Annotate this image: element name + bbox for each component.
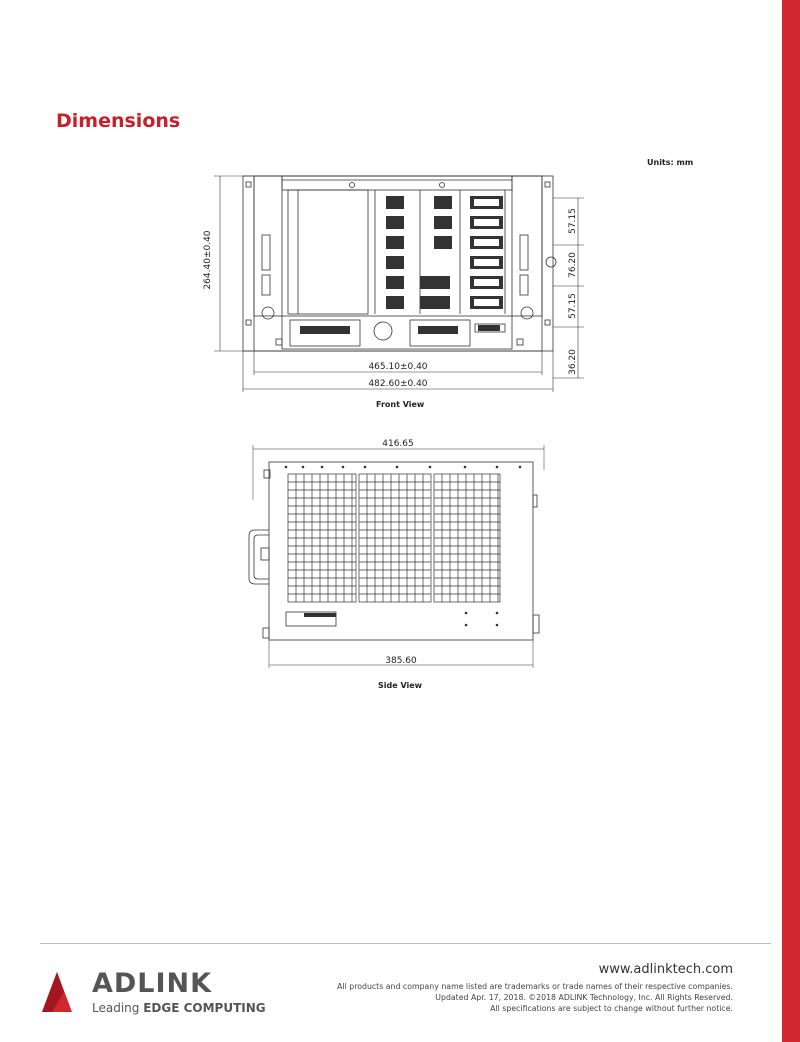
front-view-caption: Front View [376,400,425,409]
side-view-caption: Side View [378,681,423,690]
front-height-dim: 264.40±0.40 [203,230,213,290]
accent-bar [782,0,800,1042]
legal-notice: All specifications are subject to change without further notice. [490,1004,733,1013]
legal-trademarks: All products and company name listed are trademarks or trade names of their respective companies. [337,982,733,991]
tagline-leading: Leading [92,1001,140,1015]
front-outer-width-dim: 482.60±0.40 [368,379,428,389]
website-link[interactable]: www.adlinktech.com [598,962,733,977]
tagline-edge: EDGE COMPUTING [143,1001,266,1015]
front-view-drawing [195,165,595,400]
side-view-drawing [240,435,555,675]
side-top-width-dim: 416.65 [382,439,414,449]
side-bottom-width-dim: 385.60 [385,656,417,666]
legal-updated: Updated Apr. 17, 2018. ©2018 ADLINK Technology, Inc. All Rights Reserved. [435,993,733,1002]
brand-tagline [92,1001,266,1015]
front-right-dim-1: 57.15 [568,208,578,234]
front-right-dim-4: 36.20 [568,349,578,375]
front-right-dim-2: 76.20 [568,252,578,278]
page-title: Dimensions [56,110,181,132]
brand-name: ADLINK [92,968,213,999]
front-inner-width-dim: 465.10±0.40 [368,362,428,372]
adlink-logo-icon [40,968,90,1018]
front-right-dim-3: 57.15 [568,293,578,319]
footer-divider [40,943,771,944]
units-label: Units: mm [647,158,694,167]
